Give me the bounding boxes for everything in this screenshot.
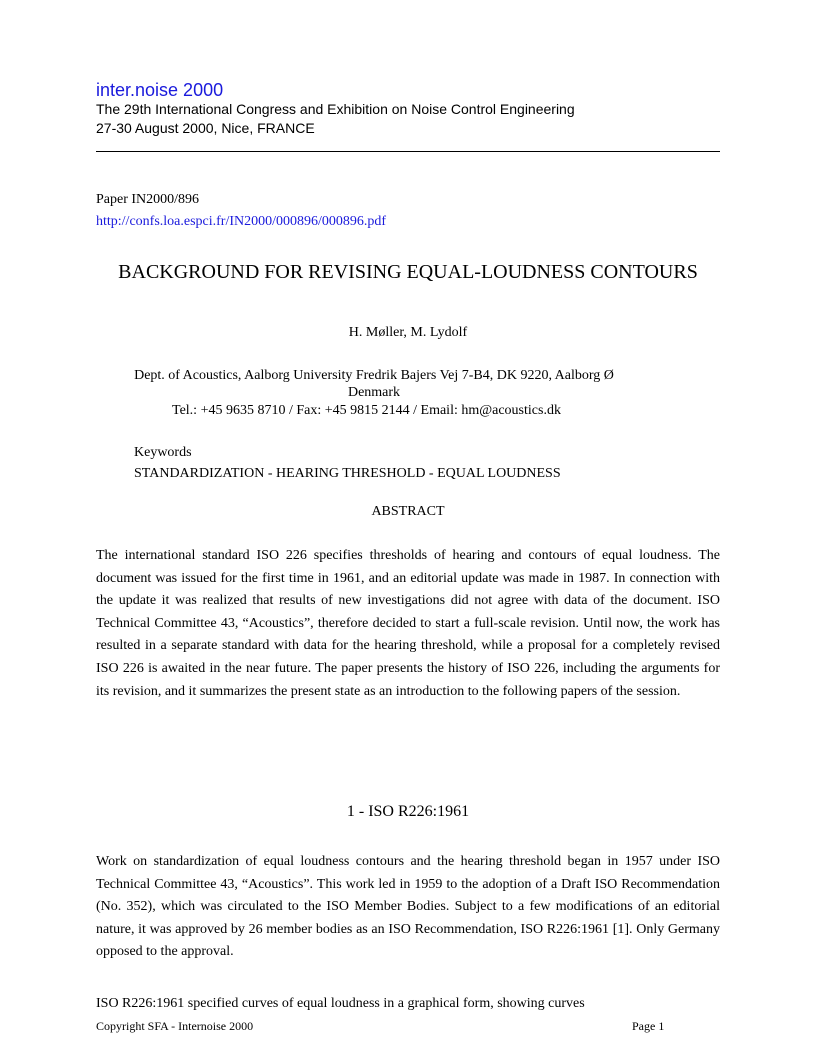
abstract-heading: ABSTRACT: [371, 504, 445, 519]
contact-info: Tel.: +45 9635 8710 / Fax: +45 9815 2144 / Email: hm@acoustics.dk: [172, 403, 561, 418]
authors: H. Møller, M. Lydolf: [348, 325, 468, 340]
section-paragraph: Work on standardization of equal loudness contours and the hearing threshold began in 1957 under ISO Technical Committee 43, “Acoustics”. This work led in 1959 to the adoption of a Draft ISO Recommendation (No. 352), which was circulated to the ISO Member Bodies. Subject to a few modifications of an editorial nature, it was approved by 26 member bodies as an ISO Recommendation, ISO R226:1961 [1]. Only Germany opposed to the approval.: [96, 854, 720, 960]
footer-page-number: Page 1: [632, 1019, 665, 1033]
paper-number: Paper IN2000/896: [96, 192, 200, 207]
keywords: STANDARDIZATION - HEARING THRESHOLD - EQUAL LOUDNESS: [134, 466, 561, 481]
paper-url-link[interactable]: http://confs.loa.espci.fr/IN2000/000896/000896.pdf: [96, 214, 387, 229]
paper-title: BACKGROUND FOR REVISING EQUAL-LOUDNESS CONTOURS: [118, 261, 698, 283]
affiliation: Dept. of Acoustics, Aalborg University Fredrik Bajers Vej 7-B4, DK 9220, Aalborg Ø Denmark: [134, 368, 614, 400]
header-divider: [96, 151, 720, 152]
conference-dates: 27-30 August 2000, Nice, FRANCE: [96, 120, 315, 136]
keywords-label: Keywords: [134, 445, 192, 460]
conference-full-name: The 29th International Congress and Exhibition on Noise Control Engineering: [96, 101, 575, 117]
section-paragraph-continued: ISO R226:1961 specified curves of equal loudness in a graphical form, showing curves: [96, 996, 585, 1011]
abstract-text: The international standard ISO 226 specifies thresholds of hearing and contours of equal loudness. The document was issued for the first time in 1961, and an editorial update was made in 1987. In connection with the update it was realized that results of new investigations did not agree with data of the document. ISO Technical Committee 43, “Acoustics”, therefore decided to start a full-scale revision. Until now, the work has resulted in a separate standard with data for the hearing threshold, while a proposal for a completely revised ISO 226 is awaited in the near future. The paper presents the history of ISO 226, including the arguments for its revision, and it summarizes the present state as an introduction to the following papers of the session.: [96, 548, 720, 699]
section-heading: 1 - ISO R226:1961: [346, 803, 470, 820]
conference-name: inter.noise 2000: [96, 80, 224, 100]
footer-copyright: Copyright SFA - Internoise 2000: [96, 1019, 254, 1033]
